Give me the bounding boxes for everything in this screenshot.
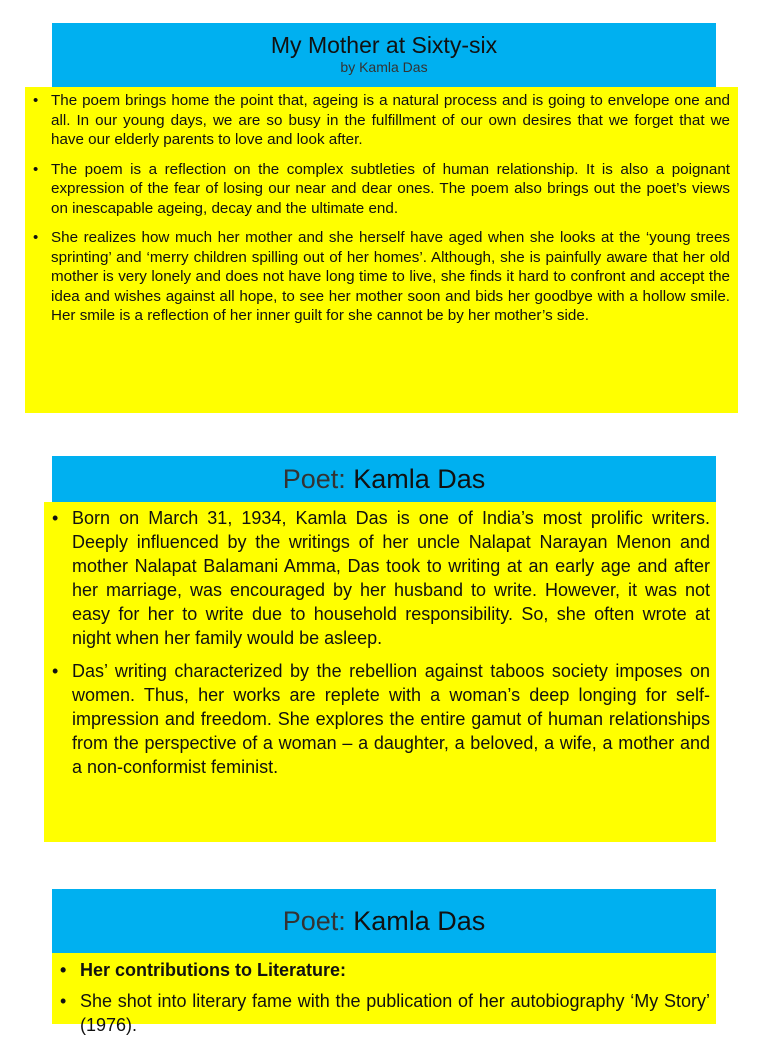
slide1-title: My Mother at Sixty-six [270,32,498,58]
slide2-content-panel [44,502,716,842]
bullet-text: She realizes how much her mother and she herself have aged when she looks at the ‘young trees sprinting’ and ‘merry children spilling out of her homes’. Although, she is painfully aware that her old mother is very lonely and does not have long time to live, she finds it hard to confront and accept the idea and wishes against all hope, to see her mother soon and bids her goodbye with a hollow smile. Her smile is a reflection of her inner guilt for she cannot be by her mother’s side. [51,229,730,324]
bullet-icon: • [52,661,59,681]
bullet-icon: • [60,960,67,980]
list-item [60,989,710,1037]
bullet-icon: • [52,508,59,528]
slide1-header [52,23,716,87]
slide3-bullet-list [60,958,710,1037]
slide3-header [52,889,716,953]
bullet-text: Born on March 31, 1934, Kamla Das is one of India’s most prolific writers. Deeply influenced by the writings of her uncle Nalapat Narayan Menon and mother Nalapat Balamani Amma, Das took to writing at an early age and after her marriage, was encouraged by her husband to write. However, it was not easy for her to write due to household responsibility. So, she often wrote at night when her family would be asleep. [72,508,710,648]
list-item [60,958,710,982]
slide2-header [52,456,716,502]
bullet-text: The poem brings home the point that, ageing is a natural process and is going to envelope one and all. In our young days, we are so busy in the fulfillment of our own desires that we forget that we have our elderly parents to love and look after. [51,92,730,148]
bullet-text: Her contributions to Literature: [80,960,347,980]
slide1-content-panel [25,87,738,413]
bullet-icon: • [60,991,67,1011]
slide3-content-panel [52,953,716,1035]
slide2-title-prefix: Poet: [282,464,354,494]
list-item [52,506,710,650]
bullet-icon: • [33,160,39,178]
slide2-title [52,456,716,502]
slide3-title-name: Kamla Das [353,906,486,936]
bullet-text: The poem is a reflection on the complex subtleties of human relationship. It is also a poignant expression of the fear of losing our near and dear ones. The poem also brings out the poet’s views on inescapable ageing, decay and the ultimate end. [51,160,730,217]
slide1-bullet-list [33,91,730,326]
list-item [33,160,730,219]
bullet-text: Das’ writing characterized by the rebellion against taboos society imposes on women. Thus, her works are replete with a woman’s deep longing for self-impression and freedom. She explores the entire gamut of human relationships from the perspective of a woman – a daughter, a beloved, a wife, a mother and a non-conformist feminist. [72,661,710,777]
slide3-title [52,889,716,953]
slide2-title-name: Kamla Das [353,464,486,494]
slide3-title-prefix: Poet: [282,906,354,936]
list-item [33,91,730,150]
list-item [33,228,730,326]
slide1-subtitle: by Kamla Das [340,59,428,75]
bullet-icon: • [33,92,39,109]
bullet-text: She shot into literary fame with the publication of her autobiography ‘My Story’ (1976). [80,991,710,1035]
bullet-icon: • [33,229,39,246]
slide2-bullet-list [52,506,710,779]
list-item [52,659,710,779]
